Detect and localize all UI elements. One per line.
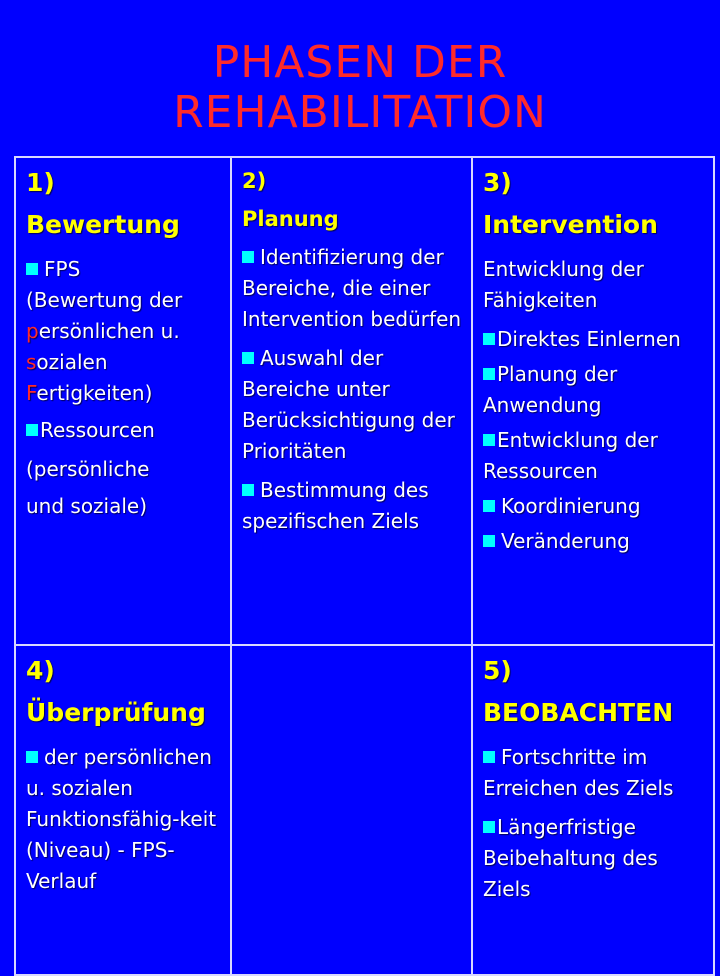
fps-explanation-3: sozialen xyxy=(26,350,108,374)
table-row xyxy=(15,645,714,975)
title-line-1: PHASEN DER xyxy=(212,37,508,88)
phase-cell-4 xyxy=(15,645,231,975)
list-item: Koordinierung xyxy=(483,491,705,522)
bullet-icon xyxy=(483,333,495,345)
bullet-icon xyxy=(26,751,38,763)
phase-number: 2) xyxy=(242,169,267,193)
list-item: Direktes Einlernen xyxy=(483,324,705,355)
phase-number: 5) xyxy=(483,656,512,685)
bullet-icon xyxy=(26,424,38,436)
phase-cell-2 xyxy=(231,157,472,645)
bullet-icon xyxy=(242,251,254,263)
phase-heading: Planung xyxy=(242,207,339,231)
empty-cell xyxy=(231,645,472,975)
phases-table xyxy=(14,156,715,976)
phase-cell-1 xyxy=(15,157,231,645)
bullet-icon xyxy=(483,434,495,446)
list-item: Längerfristige Beibehaltung des Ziels xyxy=(483,815,658,901)
list-item: Bestimmung des spezifischen Ziels xyxy=(242,478,429,533)
bullet-icon xyxy=(483,500,495,512)
list-item: Auswahl der Bereiche unter Berücksichtigung der Prioritäten xyxy=(242,346,455,463)
bullet-icon xyxy=(483,751,495,763)
fps-explanation-2: persönlichen u. xyxy=(26,319,180,343)
table-row xyxy=(15,157,714,645)
list-item: Planung der Anwendung xyxy=(483,362,618,417)
resources-line-2: und soziale) xyxy=(26,494,148,518)
list-item: Entwicklung der Ressourcen xyxy=(483,428,658,483)
phase-number: 3) xyxy=(483,168,512,197)
phase-heading: BEOBACHTEN xyxy=(483,698,674,727)
fps-explanation-1: (Bewertung der xyxy=(26,288,183,312)
phase-cell-3 xyxy=(472,157,714,645)
slide-title xyxy=(0,38,720,138)
bullet-icon xyxy=(483,535,495,547)
title-line-2: REHABILITATION xyxy=(173,87,547,138)
resources-line-1: (persönliche xyxy=(26,457,150,481)
list-item: Veränderung xyxy=(483,526,705,557)
bullet-icon xyxy=(26,263,38,275)
intro-text: Entwicklung der Fähigkeiten xyxy=(483,257,644,312)
bullet-icon xyxy=(483,368,495,380)
fps-explanation-4: Fertigkeiten) xyxy=(26,381,153,405)
bullet-icon xyxy=(483,821,495,833)
phase-cell-5 xyxy=(472,645,714,975)
list-item: Ressourcen xyxy=(26,415,222,446)
phase-number: 4) xyxy=(26,656,55,685)
list-item: Fortschritte im Erreichen des Ziels xyxy=(483,745,674,800)
bullet-icon xyxy=(242,484,254,496)
phase-heading: Intervention xyxy=(483,210,658,239)
phase-number: 1) xyxy=(26,168,55,197)
phase-heading: Überprüfung xyxy=(26,698,206,727)
list-item: Identifizierung der Bereiche, die einer Intervention bedürfen xyxy=(242,245,462,331)
list-item: der persönlichen u. sozialen Funktionsfähig-keit (Niveau) - FPS- Verlauf xyxy=(26,745,217,893)
bullet-icon xyxy=(242,352,254,364)
phase-heading: Bewertung xyxy=(26,210,180,239)
list-item: FPS xyxy=(26,254,222,285)
